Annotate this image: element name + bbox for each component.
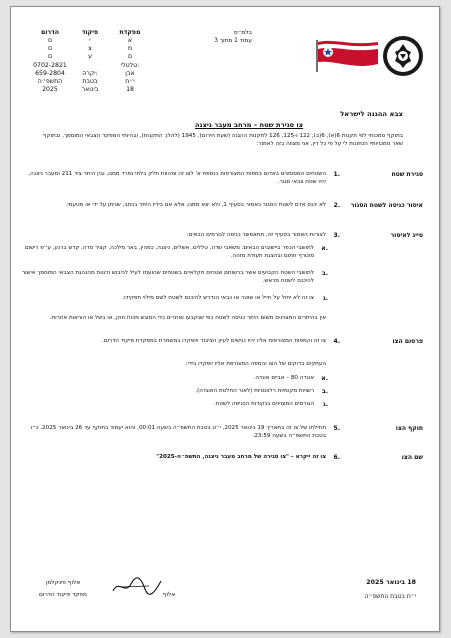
section-text-2: לא יכנס אדם לשטח הסגור כאמור בסעיף 1, ולא יצא ממנו, אלא אם בידיו היתר בכתב, שניתן על ידי או מטעמי. bbox=[65, 202, 326, 208]
sub-item-3c: צו זה לא יחול על חייל או שוטר או כבאי הנדרש להיכנס לשטח לשם מילוי תפקידו. bbox=[122, 295, 314, 301]
sub-item-4b: רשויות מקומיות רלוונטיות (לאור החלטת האוגדה). bbox=[195, 388, 314, 394]
signer-name: אלוף פינקלמן bbox=[45, 580, 81, 586]
section-label-3: סייג לאיסור bbox=[390, 232, 423, 239]
section-number-1: 1. bbox=[333, 171, 340, 178]
sub-letter-3a: א. bbox=[321, 245, 328, 252]
sub-letter-4b: ב. bbox=[322, 388, 328, 395]
year-hebrew: התשפ״ה bbox=[37, 78, 63, 85]
document-page bbox=[10, 6, 440, 632]
month-gregorian: בינואר bbox=[81, 86, 99, 93]
section-number-3: 3. bbox=[333, 232, 340, 239]
footer-date: 18 בינואר 2025 bbox=[366, 579, 416, 586]
sub-letter-3b: ב. bbox=[322, 270, 328, 277]
month-value: בטבת bbox=[82, 78, 98, 85]
sub-item-3a: לתושבי הכפר ביישובים הבאים: משאבי שדה, טללים, אשלים, ניצנה, כמהין, באר מילכה, קציר סדה, קדש ברנע, ע״פ רישום מוטרף חתום ובהצגת תעודת מזהה. bbox=[24, 245, 314, 259]
page-indicator: עמוד 1 מתוך 3 bbox=[214, 38, 252, 44]
military-emblem bbox=[382, 35, 424, 77]
header-col-1: פיקוד י צ ע bbox=[81, 29, 99, 60]
signer-role: מפקד פיקוד הדרום bbox=[39, 592, 87, 598]
classification-block bbox=[192, 29, 252, 45]
section-label-4: פרסום הצו bbox=[392, 338, 423, 345]
sub-letter-3c: ג. bbox=[323, 295, 328, 302]
section-3-extra: אין בהיתרים המצוינים משום היתר כניסה לשטח כפי שנקבעו ואחרים כדי המוגש מכוח חוק, או בשל או הוראות אחרות. bbox=[49, 315, 326, 321]
year-gregorian: 2025 bbox=[42, 86, 58, 93]
section-label-5: תוקף הצו bbox=[395, 425, 423, 432]
section-text-5: תחילתו של צו זה בתאריך 19 בינואר 2025, י״ט בטבת התשפ״ה בשעה 00:01, והוא יעמוד בתוקף עד 26 בינואר 2025, כ״ו בטבת התשפ״ה בשעה 23:59. bbox=[30, 425, 326, 439]
page-title: צו סגירת שטח – מרחב מעבר ניצנה bbox=[194, 121, 304, 129]
footer-date-hebrew: י״ח בטבת התשפ״ה bbox=[364, 593, 416, 600]
section-text-3: לצורות האמור בסעיף זה, תתאפשר כניסה לגורמים הבאים: bbox=[186, 232, 326, 238]
classification-text: בלמ״ס bbox=[233, 30, 252, 36]
sub-letter-4a: א. bbox=[321, 375, 328, 382]
section-number-6: 6. bbox=[333, 454, 340, 461]
signer-rank: אלוף bbox=[162, 592, 176, 598]
date-label-2: יקרה: bbox=[82, 70, 98, 77]
phone-value: 0702-2821 bbox=[33, 62, 67, 69]
day-number: 18 bbox=[126, 86, 134, 93]
flag-icon bbox=[314, 36, 380, 74]
header-col-0: מפקדת א מ ם bbox=[119, 29, 141, 60]
section-label-1: סגירת שטח bbox=[391, 171, 423, 178]
header-col-2: הדרום ם ם ם bbox=[40, 29, 60, 60]
section-text-6: צו זה ייקרא – "צו סגירה של מרחב מעבר ניצנה, התשפ״ה-2025" bbox=[156, 454, 326, 460]
phone-label: טלטלי: bbox=[120, 62, 140, 69]
section-text-4: צו זה והמפות המצורפות אליו יהיו נגישים לעיון הציבור ויופקדו במשמרת במפקדת פיקוד הדרום. bbox=[102, 338, 326, 344]
sub-item-4a: אונדה 80 – אביים אונדה. bbox=[253, 375, 314, 381]
section-4-more: העתקים בדוקים של הצו והמפה המצורפת אליו יופקדו בידי: bbox=[185, 361, 326, 367]
date-label: אבן bbox=[125, 70, 135, 77]
month-label: י״ח bbox=[125, 78, 135, 85]
section-text-1: השטחים המסומנים באדום במפות המצורפות כנספח א' לצו זה ומהוות חלק בלתי נפרד ממנו, ובין היתר ציר 211 ומעבר ניצנה, יהיו שטח צבאי סגור. bbox=[28, 171, 326, 185]
section-label-6: שם הצו bbox=[401, 454, 423, 461]
unit-title: צבא ההגנה לישראל bbox=[340, 110, 403, 118]
sub-letter-4c: ג. bbox=[323, 401, 328, 408]
section-number-5: 5. bbox=[333, 425, 340, 432]
phone-value-2: 659-2804 bbox=[35, 70, 65, 77]
section-label-2: איסור כניסה לשטח הסגור bbox=[350, 202, 423, 209]
section-number-4: 4. bbox=[333, 338, 340, 345]
sub-item-4c: הגורמים המצוינים בנקודות הכניסה לשטח. bbox=[213, 401, 314, 407]
intro-paragraph: בתוקף סמכותי לפי תקנות 6(א), 6(ב), 122 ו-125, 126 לתקנות ההגנה (שעת חירום), 1945 (להלן: התקנות), ובהיותי המפקד הצבאי המוסמך, ובתוקף שאר סמכויותיי הנתונות לי על פי כל דין, אני מצווה בזה לאמור: bbox=[42, 133, 403, 147]
section-number-2: 2. bbox=[333, 202, 340, 209]
sub-item-3b: לתושבי השטח הקבועים אשר ברשותם שטחים חקלאיים בשטחים שהועמו לעיל לכיבוש ודגוות מהנהגת הצבאי המוסמך אישור להיכנס לשטח מראש. bbox=[21, 270, 314, 284]
